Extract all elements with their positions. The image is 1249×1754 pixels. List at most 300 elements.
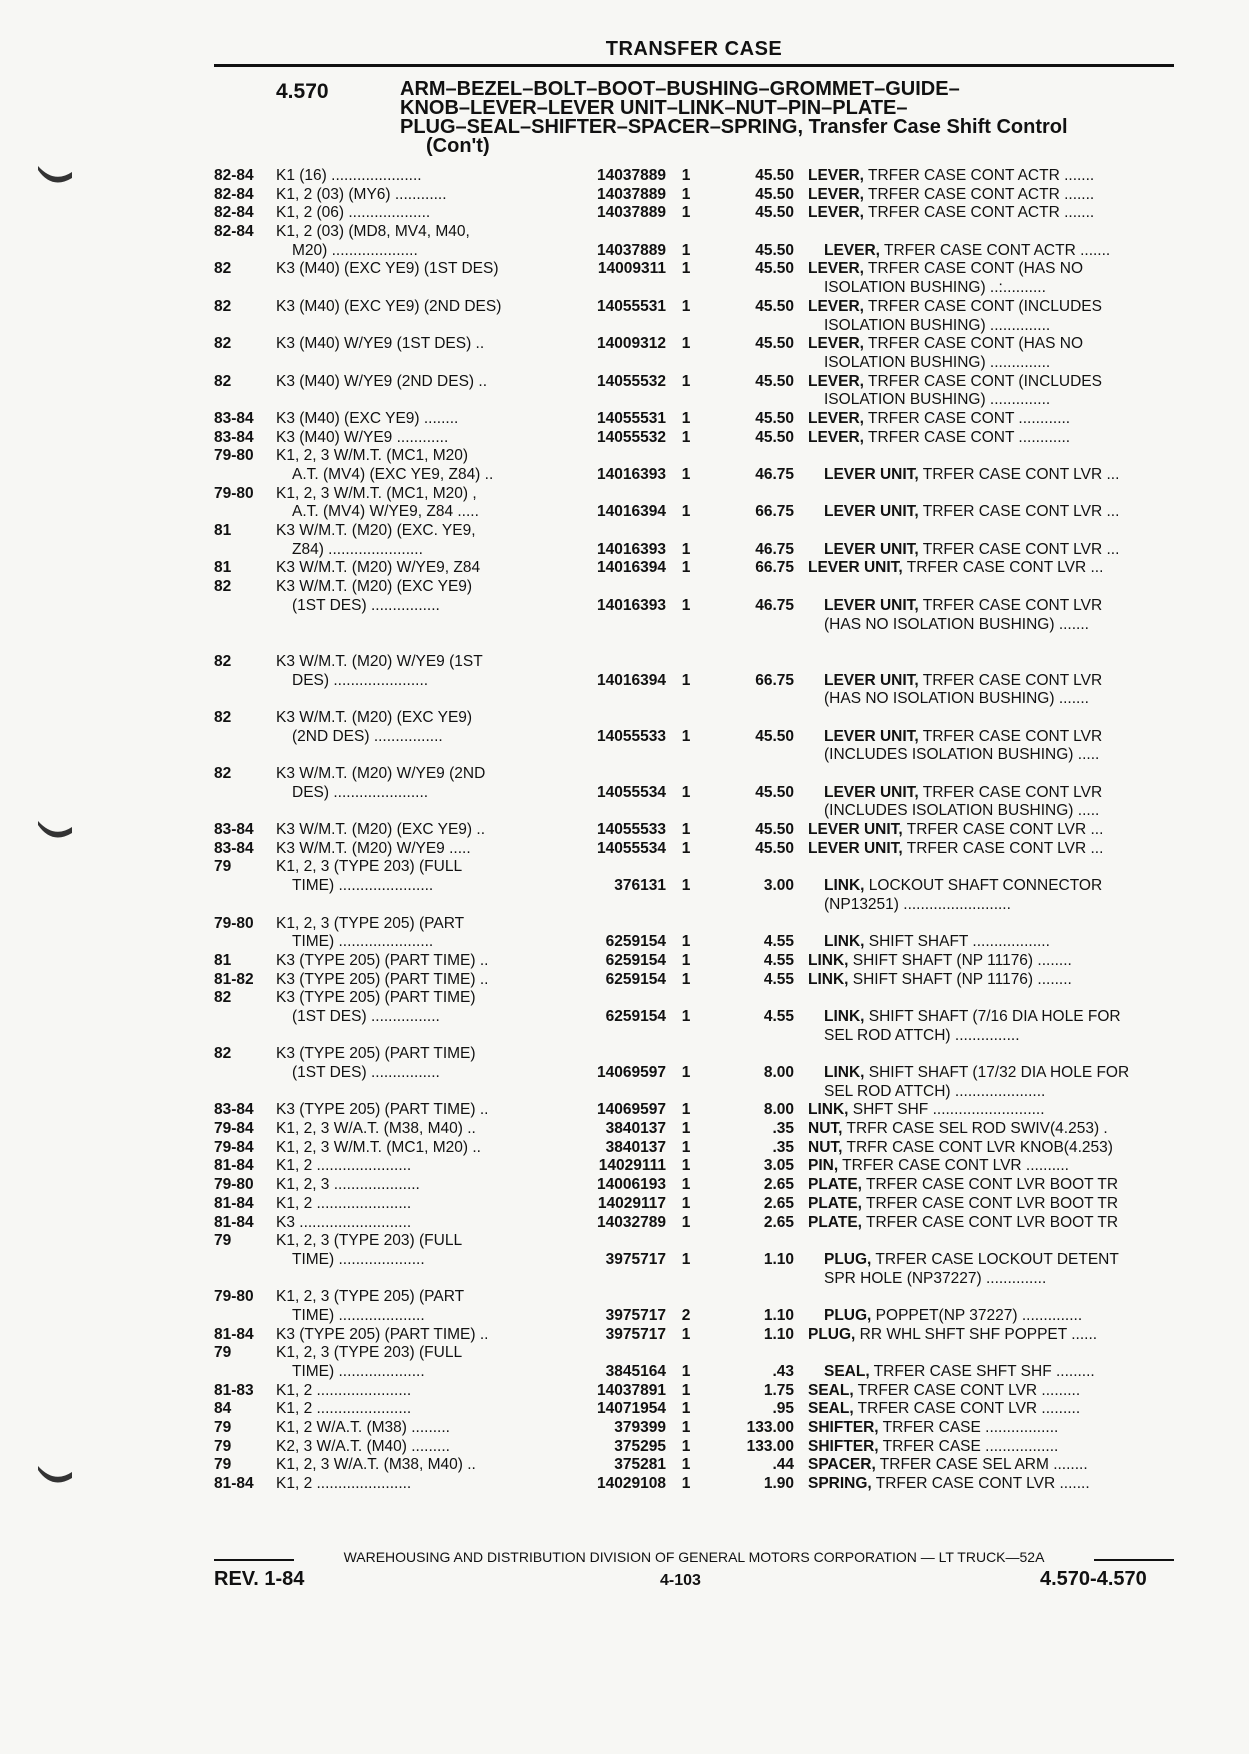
part-number: 376131 <box>614 877 666 895</box>
quantity: 1 <box>681 596 691 614</box>
table-row <box>214 260 1174 279</box>
description <box>808 167 1174 186</box>
description-detail: (NP13251) ......................... <box>824 895 1011 913</box>
model-year: 82 <box>214 260 232 278</box>
table-row <box>214 690 1174 709</box>
model-year: 79 <box>214 858 232 876</box>
part-number: 6259154 <box>605 970 666 988</box>
description-name: LEVER UNIT, <box>808 559 903 577</box>
description-detail: (INCLUDES ISOLATION BUSHING) ..... <box>824 746 1100 764</box>
table-row <box>214 354 1174 373</box>
quantity: 1 <box>681 1176 691 1194</box>
price: 4.55 <box>763 933 794 951</box>
table-row <box>214 709 1174 728</box>
price: 66.75 <box>755 559 794 577</box>
description <box>808 1326 1174 1345</box>
application: K1, 2, 3 W/M.T. (MC1, M20) , <box>276 484 477 502</box>
price: 45.50 <box>755 727 794 745</box>
table-row <box>214 167 1174 186</box>
description-name: PIN, <box>808 1157 839 1175</box>
part-number: 14006193 <box>597 1176 666 1194</box>
application: K1, 2 ...................... <box>276 1475 412 1493</box>
table-row <box>214 522 1174 541</box>
description-name: LEVER UNIT, <box>824 783 919 801</box>
description-name: LINK, <box>824 1007 865 1025</box>
application: K3 (TYPE 205) (PART TIME) .. <box>276 1101 489 1119</box>
description <box>808 1064 1190 1083</box>
model-year: 82 <box>214 765 232 782</box>
quantity: 1 <box>681 260 691 278</box>
description <box>808 1139 1174 1158</box>
quantity: 1 <box>681 1363 691 1380</box>
description <box>808 802 1190 821</box>
description-detail: TRFER CASE CONT ACTR ....... <box>863 167 1095 184</box>
description-detail: TRFER CASE CONT LVR ......... <box>853 1381 1081 1399</box>
quantity: 1 <box>681 877 691 895</box>
parts-list <box>214 167 1174 1494</box>
description-name: LEVER, <box>808 185 864 203</box>
binder-hole-middle <box>34 815 74 843</box>
description <box>808 260 1174 279</box>
model-year: 81-84 <box>214 1157 254 1175</box>
price: 45.50 <box>755 167 794 184</box>
part-number: 14037889 <box>597 241 666 259</box>
price: 45.50 <box>755 204 794 222</box>
description-detail: TRFER CASE SEL ARM ........ <box>875 1456 1088 1474</box>
quantity: 1 <box>681 951 691 969</box>
quantity: 1 <box>681 297 691 315</box>
description-name: LEVER, <box>808 297 864 315</box>
description-name: PLUG, <box>808 1325 856 1343</box>
description-detail: ISOLATION BUSHING) .............. <box>824 353 1051 371</box>
table-row <box>214 1120 1174 1139</box>
description <box>808 1270 1190 1289</box>
table-row <box>214 298 1174 317</box>
description-name: PLATE, <box>808 1213 862 1231</box>
application: K1, 2, 3 W/M.T. (MC1, M20) .. <box>276 1138 481 1156</box>
description-detail: TRFER CASE CONT LVR ....... <box>871 1475 1090 1493</box>
model-year: 83-84 <box>214 1101 254 1119</box>
description <box>808 1400 1174 1419</box>
application: K3 W/M.T. (M20) (EXC YE9) <box>276 578 473 596</box>
description-name: PLUG, <box>824 1306 872 1324</box>
description-name: LEVER UNIT, <box>824 503 919 521</box>
description-detail: SHIFT SHAFT (NP 11176) ........ <box>848 970 1072 988</box>
part-number: 14032789 <box>597 1213 666 1231</box>
model-year: 81-84 <box>214 1194 254 1212</box>
application: K3 W/M.T. (M20) (EXC YE9) .. <box>276 821 486 839</box>
part-number: 3840137 <box>605 1138 666 1156</box>
application: TIME) .................... <box>292 1306 425 1324</box>
table-row <box>214 1251 1174 1270</box>
table-row <box>214 746 1174 765</box>
description <box>808 503 1190 522</box>
quantity: 1 <box>681 1120 691 1138</box>
application: K1, 2, 3 (TYPE 203) (FULL <box>276 1232 463 1250</box>
part-number: 14016394 <box>597 503 666 521</box>
table-row <box>214 447 1174 466</box>
description-detail: TRFER CASE CONT LVR <box>918 596 1103 614</box>
quantity: 1 <box>681 185 691 203</box>
description-name: LEVER UNIT, <box>824 596 919 614</box>
model-year: 79-80 <box>214 447 254 465</box>
description <box>808 391 1190 410</box>
description-name: LEVER, <box>808 260 864 278</box>
price: 45.50 <box>755 428 794 446</box>
model-year: 79 <box>214 1437 232 1455</box>
description-detail: TRFER CASE CONT ACTR ....... <box>879 241 1111 259</box>
model-year: 82 <box>214 578 232 596</box>
application: K1, 2, 3 W/M.T. (MC1, M20) <box>276 447 469 465</box>
application: K3 (M40) (EXC YE9) ........ <box>276 409 459 427</box>
quantity: 1 <box>681 204 691 222</box>
price: 45.50 <box>755 335 794 353</box>
application: DES) ...................... <box>292 671 429 689</box>
part-number: 14071954 <box>597 1400 666 1418</box>
table-row <box>214 1176 1174 1195</box>
description-name: LEVER UNIT, <box>824 727 919 745</box>
table-row <box>214 1101 1174 1120</box>
description <box>808 1456 1174 1475</box>
price: 4.55 <box>763 970 794 988</box>
quantity: 1 <box>681 1157 691 1175</box>
price: 45.50 <box>755 783 794 801</box>
footer-line <box>214 1549 1174 1565</box>
part-number: 14055532 <box>597 428 666 446</box>
model-year: 82 <box>214 335 232 353</box>
description <box>808 877 1190 896</box>
description-detail: TRFER CASE CONT LVR ... <box>918 466 1120 483</box>
description <box>808 1475 1174 1494</box>
table-row <box>214 1157 1174 1176</box>
part-number: 14055531 <box>597 297 666 315</box>
application: K1, 2 ...................... <box>276 1381 412 1399</box>
description <box>808 616 1190 635</box>
price: 1.10 <box>763 1325 794 1343</box>
application: K1, 2 (03) (MD8, MV4, M40, <box>276 223 470 241</box>
description <box>808 204 1174 223</box>
description-detail: TRFER CASE CONT (INCLUDES <box>863 372 1102 390</box>
model-year: 79 <box>214 1419 232 1437</box>
table-row <box>214 765 1174 784</box>
table-row <box>214 466 1174 485</box>
part-number: 6259154 <box>605 933 666 951</box>
application: A.T. (MV4) W/YE9, Z84 ..... <box>292 503 479 521</box>
description-name: LEVER UNIT, <box>808 839 903 857</box>
part-number: 375281 <box>614 1456 666 1474</box>
model-year: 81-84 <box>214 1213 254 1231</box>
quantity: 1 <box>681 783 691 801</box>
description <box>808 1008 1190 1027</box>
price: 46.75 <box>755 466 794 483</box>
quantity: 1 <box>681 335 691 353</box>
description-name: LINK, <box>824 933 865 951</box>
part-number: 14009312 <box>597 335 666 353</box>
section-title-line: KNOB–LEVER–LEVER UNIT–LINK–NUT–PIN–PLATE– <box>400 97 908 119</box>
description <box>808 952 1174 971</box>
application: TIME) .................... <box>292 1363 425 1380</box>
part-number: 14016394 <box>597 671 666 689</box>
description-name: LINK, <box>808 970 849 988</box>
application: TIME) ...................... <box>292 877 434 895</box>
table-row <box>214 1139 1174 1158</box>
description-name: PLATE, <box>808 1194 862 1212</box>
application: K3 .......................... <box>276 1213 412 1231</box>
table-row <box>214 1195 1174 1214</box>
table-row <box>214 242 1174 261</box>
description-detail: TRFER CASE CONT LVR <box>918 783 1103 801</box>
table-row <box>214 429 1174 448</box>
description-detail: TRFER CASE CONT (HAS NO <box>863 260 1084 278</box>
application: Z84) ...................... <box>292 540 423 558</box>
application: K3 (TYPE 205) (PART TIME) <box>276 989 476 1007</box>
part-number: 3840137 <box>605 1120 666 1138</box>
quantity: 1 <box>681 1381 691 1399</box>
description-name: LINK, <box>824 1064 865 1081</box>
description-name: SHIFTER, <box>808 1419 879 1437</box>
quantity: 1 <box>681 1101 691 1119</box>
description <box>808 672 1190 691</box>
table-row <box>214 1438 1174 1457</box>
model-year: 81 <box>214 559 232 577</box>
table-row <box>214 1232 1174 1251</box>
description-detail: TRFER CASE CONT LVR ... <box>902 839 1104 857</box>
price: 45.50 <box>755 297 794 315</box>
description <box>808 1101 1174 1120</box>
description-detail: TRFER CASE CONT LVR <box>918 671 1103 689</box>
description-detail: (INCLUDES ISOLATION BUSHING) ..... <box>824 802 1100 820</box>
application: K3 W/M.T. (M20) W/YE9 (1ST <box>276 652 483 670</box>
model-year: 82-84 <box>214 167 254 184</box>
part-number: 14055531 <box>597 409 666 427</box>
description-name: SEAL, <box>808 1400 854 1418</box>
application: K2, 3 W/A.T. (M40) ......... <box>276 1437 450 1455</box>
table-row <box>214 1083 1174 1102</box>
table-row <box>214 802 1174 821</box>
description <box>808 279 1190 298</box>
description-name: SEAL, <box>808 1381 854 1399</box>
description <box>808 335 1174 354</box>
description-detail: TRFER CASE CONT ............ <box>863 409 1071 427</box>
description-name: LEVER, <box>808 335 864 353</box>
page-header: TRANSFER CASE <box>605 38 783 60</box>
price: 3.05 <box>763 1157 794 1175</box>
description <box>808 541 1190 560</box>
model-year: 82-84 <box>214 204 254 222</box>
description-detail: TRFER CASE CONT LVR BOOT TR <box>861 1213 1119 1231</box>
description <box>808 466 1190 485</box>
application: K3 (TYPE 205) (PART TIME) .. <box>276 1325 489 1343</box>
description-detail: TRFR CASE CONT LVR KNOB(4.253) <box>842 1138 1113 1156</box>
description <box>808 784 1190 803</box>
table-row <box>214 840 1174 859</box>
part-number: 14069597 <box>597 1064 666 1081</box>
table-row <box>214 933 1174 952</box>
section-title-line: (Con't) <box>426 135 490 157</box>
application: K1, 2, 3 (TYPE 205) (PART <box>276 914 465 932</box>
quantity: 1 <box>681 1419 691 1437</box>
application: M20) .................... <box>292 241 418 259</box>
description <box>808 933 1190 952</box>
description-name: SHIFTER, <box>808 1437 879 1455</box>
table-row <box>214 1064 1174 1083</box>
part-number: 14055533 <box>597 727 666 745</box>
application: TIME) ...................... <box>292 933 434 951</box>
price: 45.50 <box>755 241 794 259</box>
part-number: 14016393 <box>597 466 666 483</box>
description-detail: TRFER CASE SHFT SHF ......... <box>869 1363 1095 1380</box>
model-year: 83-84 <box>214 409 254 427</box>
header-rule <box>214 64 1174 67</box>
description <box>808 242 1190 261</box>
description-detail: TRFER CASE CONT ACTR ....... <box>863 204 1095 222</box>
description <box>808 597 1190 616</box>
description <box>808 1176 1174 1195</box>
table-row <box>214 1270 1174 1289</box>
part-number: 375295 <box>614 1437 666 1455</box>
table-row <box>214 1400 1174 1419</box>
price: 66.75 <box>755 671 794 689</box>
description-name: NUT, <box>808 1138 843 1156</box>
section-range: 4.570-4.570 <box>1040 1568 1147 1590</box>
application: K3 (M40) W/YE9 (2ND DES) .. <box>276 372 488 390</box>
application: K3 W/M.T. (M20) W/YE9 ..... <box>276 839 471 857</box>
price: 3.00 <box>763 877 794 895</box>
table-row <box>214 896 1174 915</box>
model-year: 82 <box>214 372 232 390</box>
description <box>808 1120 1174 1139</box>
description-name: LEVER, <box>808 372 864 390</box>
table-row <box>214 1456 1174 1475</box>
description <box>808 821 1174 840</box>
part-number: 14037889 <box>597 185 666 203</box>
part-number: 14055534 <box>597 783 666 801</box>
model-year: 82 <box>214 708 232 726</box>
description <box>808 317 1190 336</box>
description-name: NUT, <box>808 1120 843 1138</box>
application: K1, 2 ...................... <box>276 1194 412 1212</box>
section-title-line: ARM–BEZEL–BOLT–BOOT–BUSHING–GROMMET–GUIDE– <box>400 78 960 100</box>
quantity: 1 <box>681 1138 691 1156</box>
application: (1ST DES) ................ <box>292 1064 440 1081</box>
description-detail: TRFER CASE CONT LVR ... <box>918 540 1120 558</box>
description-name: SEAL, <box>824 1363 870 1380</box>
table-row <box>214 1363 1174 1382</box>
description-detail: TRFER CASE LOCKOUT DETENT <box>871 1250 1119 1268</box>
application: K1, 2, 3 W/A.T. (M38, M40) .. <box>276 1120 476 1138</box>
application: K3 (TYPE 205) (PART TIME) .. <box>276 951 489 969</box>
quantity: 1 <box>681 503 691 521</box>
description <box>808 1251 1190 1270</box>
description-name: LINK, <box>808 951 849 969</box>
description <box>808 1438 1174 1457</box>
application: K1, 2, 3 W/A.T. (M38, M40) .. <box>276 1456 476 1474</box>
description-detail: TRFER CASE ................. <box>878 1437 1059 1455</box>
quantity: 1 <box>681 409 691 427</box>
part-number: 3975717 <box>605 1306 666 1324</box>
table-row <box>214 391 1174 410</box>
application: (1ST DES) ................ <box>292 596 440 614</box>
description <box>808 1363 1190 1382</box>
table-row <box>214 634 1174 653</box>
description-name: LEVER UNIT, <box>808 821 903 839</box>
price: .44 <box>772 1456 794 1474</box>
description-name: LEVER, <box>808 409 864 427</box>
model-year: 79-80 <box>214 1176 254 1194</box>
part-number: 14069597 <box>597 1101 666 1119</box>
table-row <box>214 597 1174 616</box>
description-detail: ISOLATION BUSHING) .............. <box>824 316 1051 334</box>
price: 1.10 <box>763 1306 794 1324</box>
description-detail: TRFER CASE CONT LVR BOOT TR <box>861 1194 1119 1212</box>
description-name: LEVER UNIT, <box>824 671 919 689</box>
part-number: 14037889 <box>597 167 666 184</box>
quantity: 1 <box>681 1250 691 1268</box>
application: K1, 2, 3 .................... <box>276 1176 420 1194</box>
model-year: 81-84 <box>214 1475 254 1493</box>
application: A.T. (MV4) (EXC YE9, Z84) .. <box>292 466 494 483</box>
price: 45.50 <box>755 260 794 278</box>
description <box>808 559 1174 578</box>
part-number: 14055534 <box>597 839 666 857</box>
model-year: 81-83 <box>214 1381 254 1399</box>
quantity: 1 <box>681 167 691 184</box>
model-year: 79-84 <box>214 1120 254 1138</box>
table-row <box>214 1475 1174 1494</box>
quantity: 1 <box>681 1400 691 1418</box>
quantity: 1 <box>681 839 691 857</box>
description <box>808 1307 1190 1326</box>
application: K3 (M40) (EXC YE9) (2ND DES) <box>276 297 502 315</box>
description <box>808 971 1174 990</box>
price: 45.50 <box>755 409 794 427</box>
quantity: 1 <box>681 933 691 951</box>
description-detail: TRFER CASE CONT LVR ......... <box>853 1400 1081 1418</box>
description-detail: TRFER CASE CONT LVR ... <box>918 503 1120 521</box>
description <box>808 746 1190 765</box>
description-detail: POPPET(NP 37227) .............. <box>871 1306 1083 1324</box>
table-row <box>214 279 1174 298</box>
table-row <box>214 1288 1174 1307</box>
description-detail: SHIFT SHAFT .................. <box>864 933 1050 951</box>
table-row <box>214 952 1174 971</box>
description-detail: TRFER CASE CONT (HAS NO <box>863 335 1084 353</box>
quantity: 1 <box>681 559 691 577</box>
application: K1 (16) ..................... <box>276 167 422 184</box>
part-number: 14055532 <box>597 372 666 390</box>
application: K3 (M40) W/YE9 ............ <box>276 428 449 446</box>
description-detail: TRFER CASE CONT LVR BOOT TR <box>861 1176 1119 1194</box>
quantity: 1 <box>681 372 691 390</box>
description-detail: LOCKOUT SHAFT CONNECTOR <box>864 877 1103 895</box>
quantity: 2 <box>681 1306 691 1324</box>
quantity: 1 <box>681 671 691 689</box>
part-number: 14055533 <box>597 821 666 839</box>
price: .35 <box>772 1138 794 1156</box>
quantity: 1 <box>681 1437 691 1455</box>
footer-text: WAREHOUSING AND DISTRIBUTION DIVISION OF GENERAL MOTORS CORPORATION — LT TRUCK—52A <box>340 1549 1049 1565</box>
description-detail: SHIFT SHAFT (7/16 DIA HOLE FOR <box>864 1007 1121 1025</box>
application: K3 W/M.T. (M20) W/YE9 (2ND <box>276 765 486 782</box>
section-title-line: PLUG–SEAL–SHIFTER–SPACER–SPRING, Transfer Case Shift Control <box>400 116 1068 138</box>
table-row <box>214 915 1174 934</box>
description-detail: TRFR CASE SEL ROD SWIV(4.253) . <box>842 1120 1108 1138</box>
quantity: 1 <box>681 727 691 745</box>
application: K3 W/M.T. (M20) (EXC YE9) <box>276 708 473 726</box>
quantity: 1 <box>681 1475 691 1493</box>
application: K1, 2 ...................... <box>276 1157 412 1175</box>
description <box>808 410 1174 429</box>
